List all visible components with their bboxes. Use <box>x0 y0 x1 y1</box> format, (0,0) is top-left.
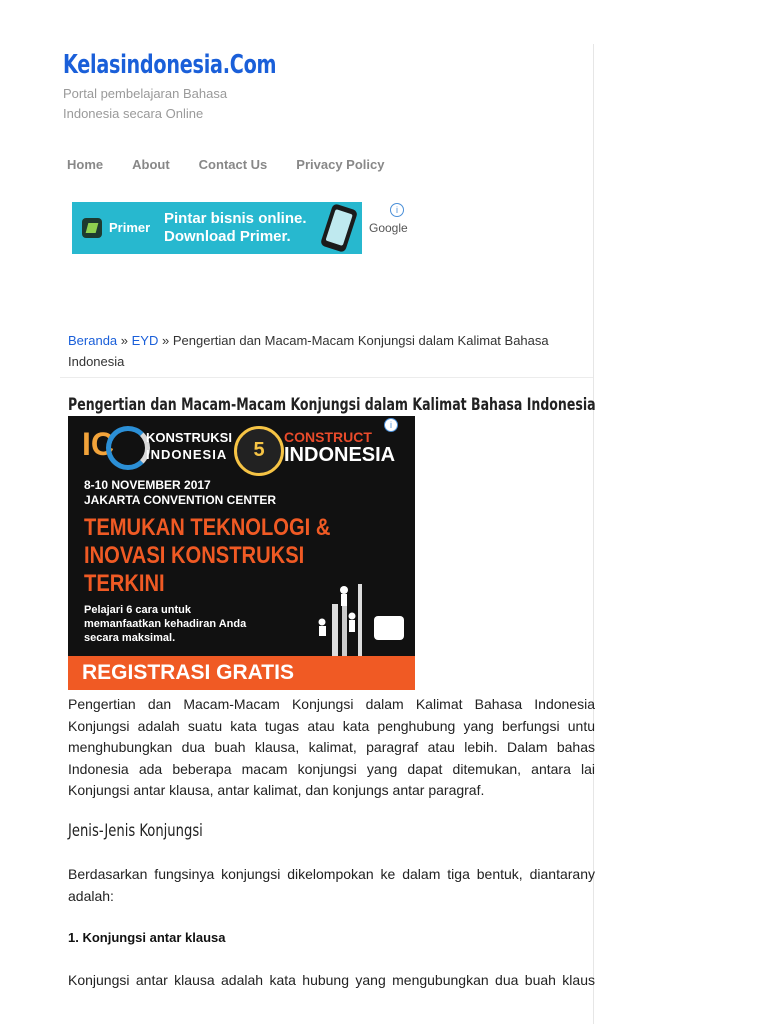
subsection-paragraph <box>68 970 595 992</box>
post-title: Pengertian dan Macam-Macam Konjungsi dalam Kalimat Bahasa Indonesia <box>68 395 596 415</box>
intro-line: Indonesia ada beberapa macam konjungsi yang dapat ditemukan, antara lai <box>68 760 595 777</box>
konstruksi-logo-text: KONSTRUKSI <box>146 430 232 445</box>
primer-ad-banner[interactable] <box>72 202 410 254</box>
register-free-banner[interactable] <box>68 656 415 690</box>
event-subtext-3: secara maksimal. <box>84 632 176 644</box>
event-date: 8-10 NOVEMBER 2017 <box>84 478 211 492</box>
event-venue: JAKARTA CONVENTION CENTER <box>84 493 277 507</box>
globe-icon <box>106 426 150 470</box>
breadcrumb-current: Pengertian dan Macam-Macam Konjungsi dalam Kalimat Bahasa Indonesia <box>68 333 549 369</box>
ad-info-icon[interactable]: i <box>390 203 404 217</box>
nav-home[interactable]: Home <box>67 157 104 172</box>
construct-logo-text: CONSTRUCT <box>284 429 372 445</box>
primer-ad-brand: Primer <box>109 220 151 235</box>
intro-line: Konjungsi antar klausa, antar kalimat, dan konjungs antar paragraf. <box>68 782 485 798</box>
breadcrumb <box>68 330 568 372</box>
section-heading: Jenis-Jenis Konjungsi <box>68 821 203 841</box>
event-subtext-2: memanfaatkan kehadiran Anda <box>84 618 247 630</box>
construction-workers-icon <box>314 576 404 656</box>
primer-ad-line1: Pintar bisnis online. <box>164 210 307 227</box>
nav-contact-us[interactable]: Contact Us <box>198 157 268 172</box>
site-description: Portal pembelajaran Bahasa Indonesia secara Online <box>63 86 228 121</box>
event-headline-2: INOVASI KONSTRUKSI <box>84 542 305 569</box>
section-paragraph <box>68 864 595 907</box>
event-subtext-1: Pelajari 6 cara untuk <box>84 604 191 616</box>
intro-line: menghubungkan dua buah klausa, kalimat, paragraf atau lebih. Dalam bahas <box>68 739 595 755</box>
breadcrumb-category-link[interactable]: EYD <box>131 333 159 348</box>
subheading: 1. Konjungsi antar klausa <box>68 930 226 945</box>
intro-line: Konjungsi adalah suatu kata tugas atau kata penghubung yang berfungsi untu <box>68 717 595 734</box>
nav-privacy-policy[interactable]: Privacy Policy <box>296 157 385 172</box>
konstruksi-logo-subtext: INDONESIA <box>146 447 228 462</box>
construct-logo-subtext: INDONESIA <box>284 444 396 466</box>
breadcrumb-separator: » <box>162 333 170 348</box>
primer-ad-line2: Download Primer. <box>164 228 291 245</box>
event-headline-1: TEMUKAN TEKNOLOGI & <box>84 514 331 541</box>
breadcrumb-home-link[interactable]: Beranda <box>68 333 118 348</box>
subsection-line: Konjungsi antar klausa adalah kata hubung yang mengubungkan dua buah klaus <box>68 972 595 988</box>
konstruksi-event-ad[interactable] <box>68 416 415 690</box>
register-free-label: REGISTRASI GRATIS <box>82 661 294 684</box>
event-headline-3: TERKINI <box>84 570 165 597</box>
site-title-link[interactable]: Kelasindonesia.Com <box>63 50 277 80</box>
ad-info-icon[interactable]: i <box>384 418 398 432</box>
big5-number: 5 <box>253 439 265 461</box>
google-ad-label: Google <box>369 221 408 235</box>
section-line: Berdasarkan fungsinya konjungsi dikelompokan ke dalam tiga bentuk, diantarany <box>68 866 595 882</box>
phone-icon <box>320 203 358 253</box>
primer-ad-background <box>72 202 362 254</box>
big5-logo <box>234 426 284 476</box>
intro-paragraph <box>68 694 595 802</box>
main-nav <box>67 157 413 172</box>
ic-logo-mark: IC <box>82 426 114 462</box>
primer-logo-icon <box>82 218 102 238</box>
nav-about[interactable]: About <box>132 157 170 172</box>
section-line: adalah: <box>68 887 114 904</box>
breadcrumb-separator: » <box>120 333 129 348</box>
breadcrumb-divider <box>60 377 593 378</box>
intro-line: Pengertian dan Macam-Macam Konjungsi dalam Kalimat Bahasa Indonesia <box>68 696 595 712</box>
